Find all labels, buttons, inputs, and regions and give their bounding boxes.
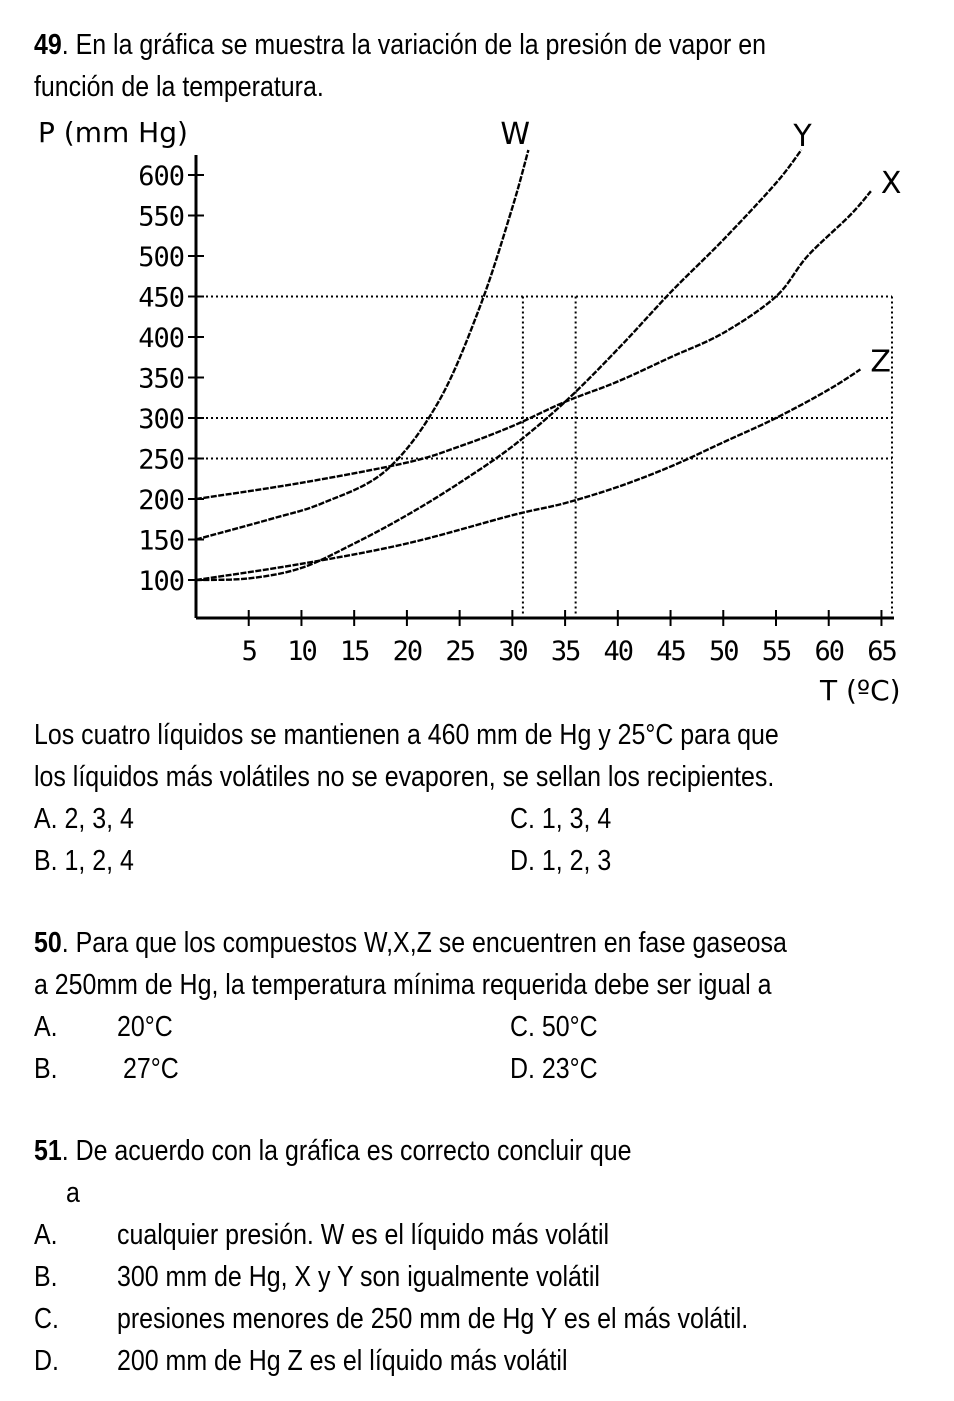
q49-after-line2: los líquidos más volátiles no se evaporen, se sellan los recipientes. [34,761,775,793]
y-tick-label: 500 [138,242,184,273]
vapor-pressure-chart [0,110,954,710]
q50-option-a-letter[interactable]: A. [34,1011,58,1043]
x-tick-label: 5 [241,636,256,667]
q51-option-c-text[interactable]: presiones menores de 250 mm de Hg Y es el más volátil. [117,1303,749,1335]
y-ticks [138,161,204,597]
x-tick-label: 25 [445,636,474,667]
x-tick-label: 65 [867,636,896,667]
y-tick-label: 100 [138,566,184,597]
q49-option-d[interactable]: D. 1, 2, 3 [510,845,612,877]
q49-option-a[interactable]: A. 2, 3, 4 [34,803,134,835]
series-line-X [196,191,871,499]
series-label-Z: Z [870,344,891,380]
x-tick-label: 45 [656,636,685,667]
y-tick-label: 350 [138,363,184,395]
series-label-Y: Y [793,119,812,154]
x-tick-label: 30 [498,636,527,667]
reference-lines [196,297,892,619]
q50-option-c[interactable]: C. 50°C [510,1011,598,1043]
q49-after-line1: Los cuatro líquidos se mantienen a 460 mm de Hg y 25°C para que [34,719,779,751]
series-label-X: X [880,166,902,202]
q49-intro-line2: función de la temperatura. [34,71,324,103]
y-tick-label: 300 [138,404,184,435]
q51-option-a-letter[interactable]: A. [34,1219,58,1251]
q50-line2: a 250mm de Hg, la temperatura mínima requerida debe ser igual a [34,969,772,1001]
y-tick-label: 250 [138,444,184,476]
q51-option-d-letter[interactable]: D. [34,1345,59,1377]
x-tick-label: 40 [603,636,633,667]
q51-number: 51 [34,1135,62,1167]
chart-series [196,150,871,580]
x-axis-title: T (ºC) [820,674,901,707]
q49-number: 49 [34,29,62,61]
q50-option-b-value[interactable]: 27°C [123,1053,179,1085]
y-axis-title: P (mm Hg) [38,116,188,149]
q49-intro-line1: 49. En la gráfica se muestra la variación de la presión de vapor en [34,29,767,61]
series-line-Z [196,369,860,580]
y-tick-label: 150 [138,525,184,557]
q51-option-b-letter[interactable]: B. [34,1261,58,1293]
q49-option-c[interactable]: C. 1, 3, 4 [510,803,612,835]
x-tick-label: 15 [339,636,369,667]
y-tick-label: 450 [138,282,184,314]
q51-line1: 51. De acuerdo con la gráfica es correcto concluir que [34,1135,632,1167]
y-tick-label: 400 [138,323,184,354]
q51-option-a-text[interactable]: cualquier presión. W es el líquido más volátil [117,1219,610,1251]
q51-line2: a [66,1177,80,1209]
q50-option-b-letter[interactable]: B. [34,1053,58,1085]
q49-option-b[interactable]: B. 1, 2, 4 [34,845,134,877]
q51-option-c-letter[interactable]: C. [34,1303,59,1335]
series-label-W: W [500,117,531,152]
q50-line1: 50. Para que los compuestos W,X,Z se encuentren en fase gaseosa [34,927,787,959]
q51-option-d-text[interactable]: 200 mm de Hg Z es el líquido más volátil [117,1345,568,1377]
q50-option-a-value[interactable]: 20°C [117,1011,173,1043]
y-tick-label: 200 [138,485,184,516]
series-line-W [196,150,528,540]
y-tick-label: 600 [138,161,184,192]
x-tick-label: 55 [761,636,791,667]
q50-option-d[interactable]: D. 23°C [510,1053,598,1085]
x-tick-label: 50 [709,636,738,667]
x-tick-label: 60 [814,636,843,667]
x-tick-label: 35 [550,636,580,667]
x-tick-label: 20 [392,636,422,667]
y-tick-label: 550 [138,201,184,233]
q50-number: 50 [34,927,62,959]
x-tick-label: 10 [287,636,316,667]
q51-option-b-text[interactable]: 300 mm de Hg, X y Y son igualmente volátil [117,1261,600,1293]
chart-axes [196,155,894,618]
